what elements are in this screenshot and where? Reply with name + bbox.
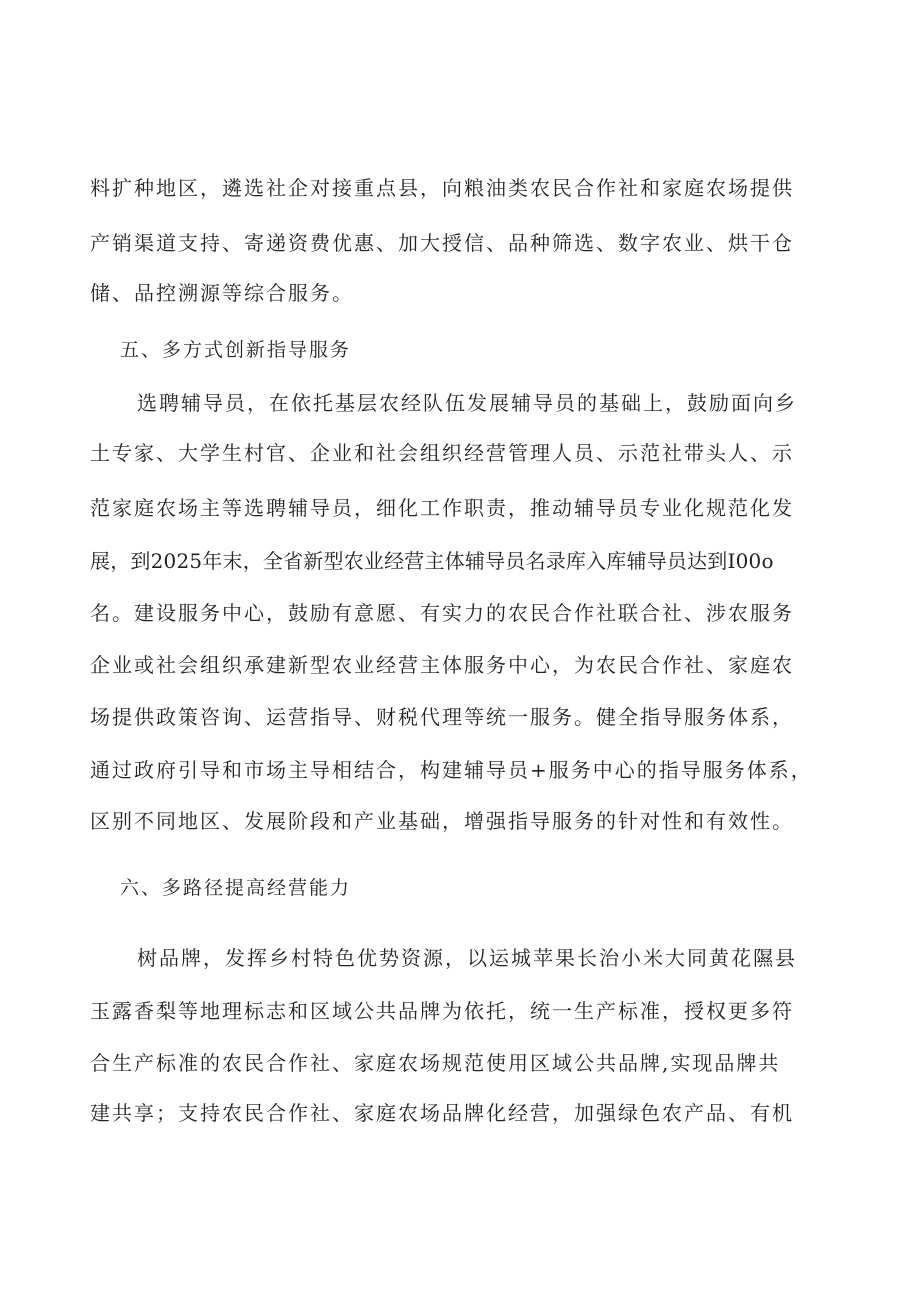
paragraph-line: 区别不同地区、发展阶段和产业基础，增强指导服务的针对性和有效性。	[90, 809, 794, 833]
paragraph-line: 储、品控溯源等综合服务。	[90, 281, 354, 305]
paragraph-line: 通过政府引导和市场主导相结合，构建辅导员+服务中心的指导服务体系，	[90, 758, 813, 782]
paragraph-line: 产销渠道支持、寄递资费优惠、加大授信、品种筛选、数字农业、烘干仓	[90, 231, 794, 255]
paragraph-line: 展，到2025年末，全省新型农业经营主体辅导员名录库入库辅导员达到I00o	[90, 549, 774, 573]
paragraph-line: 名。建设服务中心，鼓励有意愿、有实力的农民合作社联合社、涉农服务	[90, 601, 794, 625]
paragraph-line: 选聘辅导员，在依托基层农经队伍发展辅导员的基础上，鼓励面向乡	[137, 391, 797, 415]
paragraph-line: 玉露香梨等地理标志和区域公共品牌为依托，统一生产标准，授权更多符	[90, 999, 794, 1023]
paragraph-line: 场提供政策咨询、运营指导、财税代理等统一服务。健全指导服务体系，	[90, 705, 794, 729]
paragraph-line: 树品牌，发挥乡村特色优势资源，以运城苹果长治小米大同黄花隰县	[137, 946, 797, 970]
paragraph-line: 企业或社会组织承建新型农业经营主体服务中心，为农民合作社、家庭农	[90, 653, 794, 677]
paragraph-line: 建共享；支持农民合作社、家庭农场品牌化经营，加强绿色农产品、有机	[90, 1101, 794, 1125]
paragraph-line: 土专家、大学生村官、企业和社会组织经营管理人员、示范社带头人、示	[90, 441, 794, 465]
paragraph-line: 合生产标准的农民合作社、家庭农场规范使用区域公共品牌,实现品牌共	[90, 1051, 781, 1075]
paragraph-line: 料扩种地区，遴选社企对接重点县，向粮油类农民合作社和家庭农场提供	[90, 176, 794, 200]
section-heading-6: 六、多路径提高经营能力	[120, 877, 352, 899]
paragraph-line: 范家庭农场主等选聘辅导员，细化工作职责，推动辅导员专业化规范化发	[90, 496, 794, 520]
section-heading-5: 五、多方式创新指导服务	[120, 339, 352, 361]
